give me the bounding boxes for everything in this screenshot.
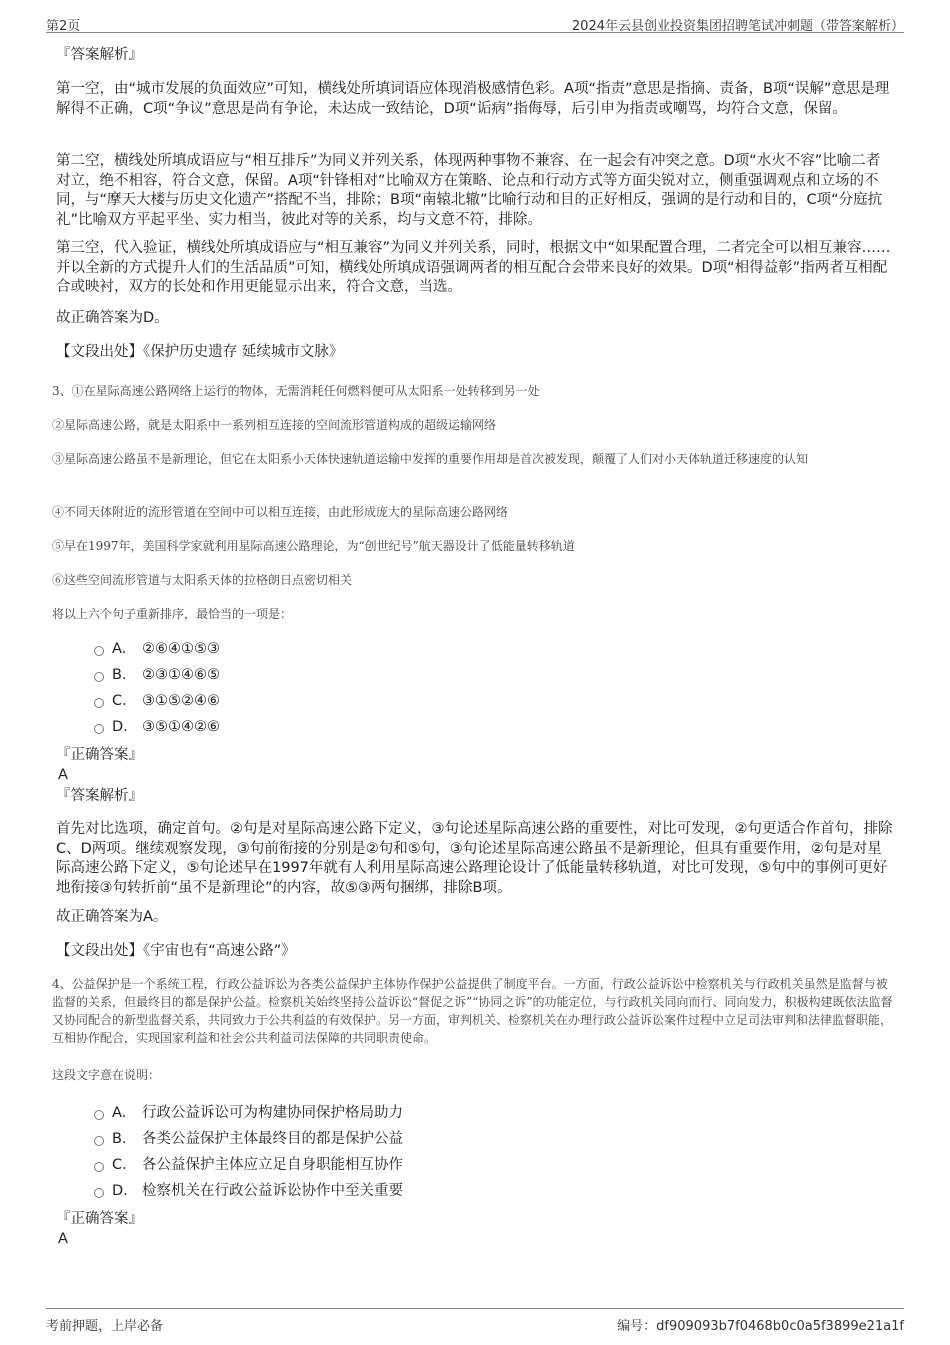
prev-analysis-label: 『答案解析』 <box>56 47 143 63</box>
q3-analysis-label: 『答案解析』 <box>56 788 143 804</box>
q3-conclusion: 故正确答案为A。 <box>56 909 168 925</box>
q3-sentence-6: ⑥这些空间流形管道与太阳系天体的拉格朗日点密切相关 <box>52 573 353 587</box>
q3-option-c[interactable] <box>52 688 652 714</box>
q3-answer-label: 『正确答案』 <box>56 747 143 763</box>
document-title: 2024年云县创业投资集团招聘笔试冲刺题（带答案解析） <box>571 19 904 34</box>
q3-sentence-5: ⑤早在1997年，美国科学家就利用星际高速公路理论，为“创世纪号”航天器设计了低能量转移轨道 <box>52 539 575 553</box>
prev-analysis-paragraph-3: 第三空，代入验证，横线处所填成语应与“相互兼容”为同义并列关系，同时，根据文中“如果配置合理，二者完全可以相互兼容……并以全新的方式提升人们的生活品质”可知，横线处所填成语强调两者的相互配合会带来良好的效果。D项“相得益彰”指两者互相配合或映衬，双方的长处和作用更能显示出来，符合文意，当选。 <box>56 240 891 295</box>
prev-source: 【文段出处】《保护历史遗存 延续城市文脉》 <box>56 344 344 360</box>
option-key: C． <box>112 693 137 709</box>
q4-option-b[interactable] <box>52 1126 752 1152</box>
page-header <box>46 12 904 33</box>
radio-button[interactable] <box>94 1188 104 1198</box>
option-text: ②⑥④①⑤③ <box>142 641 220 657</box>
page-number: 第2页 <box>46 19 81 34</box>
option-key: B． <box>112 667 137 683</box>
option-key: A． <box>112 641 137 657</box>
radio-button[interactable] <box>94 698 104 708</box>
q3-prompt: 将以上六个句子重新排序，最恰当的一项是： <box>52 607 293 621</box>
q3-sentence-4: ④不同天体附近的流形管道在空间中可以相互连接，由此形成庞大的星际高速公路网络 <box>52 505 509 519</box>
prev-analysis-paragraph-2: 第二空，横线处所填成语应与“相互排斥”为同义并列关系，体现两种事物不兼容、在一起会有冲突之意。D项“水火不容”比喻二者对立，绝不相容，符合文意，保留。A项“针锋相对”比喻双方在策略、论点和行动方式等方面尖锐对立，侧重强调观点和立场的不同，与“摩天大楼与历史文化遗产”搭配不当，排除；B项“南辕北辙”比喻行动和目的正好相反，强调的是行动和目的，C项“分庭抗礼”比喻双方平起平坐、实力相当，彼此对等的关系，均与文意不符，排除。 <box>56 153 883 228</box>
q4-passage: 4、公益保护是一个系统工程，行政公益诉讼为各类公益保护主体协作保护公益提供了制度平台。一方面，行政公益诉讼中检察机关与行政机关虽然是监督与被监督的关系，但最终目的都是保护公益。检察机关始终坚持公益诉讼“督促之诉”“协同之诉”的功能定位，与行政机关同向而行、同向发力，积极构建既依法监督又协同配合的新型监督关系，共同致力于公共利益的有效保护。另一方面，审判机关、检察机关在办理行政公益诉讼案件过程中立足司法审判和法律监督职能，互相协作配合，实现国家利益和社会公共利益司法保障的共同职责使命。 <box>52 977 893 1045</box>
prev-analysis-paragraph-1: 第一空，由“城市发展的负面效应”可知，横线处所填词语应体现消极感情色彩。A项“指责”意思是指摘、责备，B项“误解”意思是理解得不正确，C项“争议”意思是尚有争论，未达成一致结论，D项“诟病”指侮辱，后引申为指责或嘲骂，均符合文意，保留。 <box>56 81 890 117</box>
prev-conclusion: 故正确答案为D。 <box>56 310 169 326</box>
option-text: 各类公益保护主体最终目的都是保护公益 <box>142 1131 403 1147</box>
option-text: ③①⑤②④⑥ <box>142 693 220 709</box>
option-key: D． <box>112 1183 138 1199</box>
q3-sentence-2: ②星际高速公路，就是太阳系中一系列相互连接的空间流形管道构成的超级运输网络 <box>52 418 497 432</box>
q4-option-c[interactable] <box>52 1152 752 1178</box>
q3-option-a[interactable] <box>52 636 652 662</box>
q3-source: 【文段出处】《宇宙也有“高速公路”》 <box>56 943 296 959</box>
option-key: B． <box>112 1131 137 1147</box>
q3-sentence-1: 3、①在星际高速公路网络上运行的物体，无需消耗任何燃料便可从太阳系一处转移到另一处 <box>52 384 540 398</box>
option-key: C． <box>112 1157 137 1173</box>
option-key: D． <box>112 719 138 735</box>
option-text: 检察机关在行政公益诉讼协作中至关重要 <box>142 1183 403 1199</box>
q4-option-a[interactable] <box>52 1100 752 1126</box>
q3-options <box>52 636 652 740</box>
q3-analysis: 首先对比选项，确定首句。②句是对星际高速公路下定义，③句论述星际高速公路的重要性，对比可发现，②句更适合作首句，排除C、D两项。继续观察发现，③句前衔接的分别是②句和⑤句，③句论述星际高速公路虽不是新理论，但具有重要作用，②句是对星际高速公路下定义，⑤句论述早在1997年就有人利用星际高速公路理论设计了低能量转移轨道，对比可发现，⑤句中的事例可更好地衔接③句转折前“虽不是新理论”的内容，故⑤③两句捆绑，排除B项。 <box>56 821 893 896</box>
radio-button[interactable] <box>94 1136 104 1146</box>
radio-button[interactable] <box>94 672 104 682</box>
option-text: 各公益保护主体应立足自身职能相互协作 <box>142 1157 403 1173</box>
radio-button[interactable] <box>94 724 104 734</box>
option-text: ③⑤①④②⑥ <box>142 719 220 735</box>
q3-option-b[interactable] <box>52 662 652 688</box>
q4-answer-label: 『正确答案』 <box>56 1211 143 1227</box>
option-key: A． <box>112 1105 137 1121</box>
document-id: 编号：df909093b7f0468b0c0a5f3899e21a1f <box>617 1319 904 1334</box>
radio-button[interactable] <box>94 1162 104 1172</box>
option-text: 行政公益诉讼可为构建协同保护格局助力 <box>142 1105 403 1121</box>
q4-options <box>52 1100 752 1204</box>
q3-sentence-3: ③星际高速公路虽不是新理论，但它在太阳系小天体快速轨道运输中发挥的重要作用却是首次被发现，颠覆了人们对小天体轨道迁移速度的认知 <box>52 452 809 466</box>
radio-button[interactable] <box>94 646 104 656</box>
q4-answer: A <box>58 1231 68 1247</box>
q4-option-d[interactable] <box>52 1178 752 1204</box>
option-text: ②③①④⑥⑤ <box>142 667 220 683</box>
radio-button[interactable] <box>94 1110 104 1120</box>
q4-prompt: 这段文字意在说明： <box>52 1068 161 1082</box>
q3-answer: A <box>58 767 68 783</box>
q3-option-d[interactable] <box>52 714 652 740</box>
footer-slogan: 考前押题，上岸必备 <box>46 1319 164 1334</box>
page-footer <box>46 1308 904 1334</box>
